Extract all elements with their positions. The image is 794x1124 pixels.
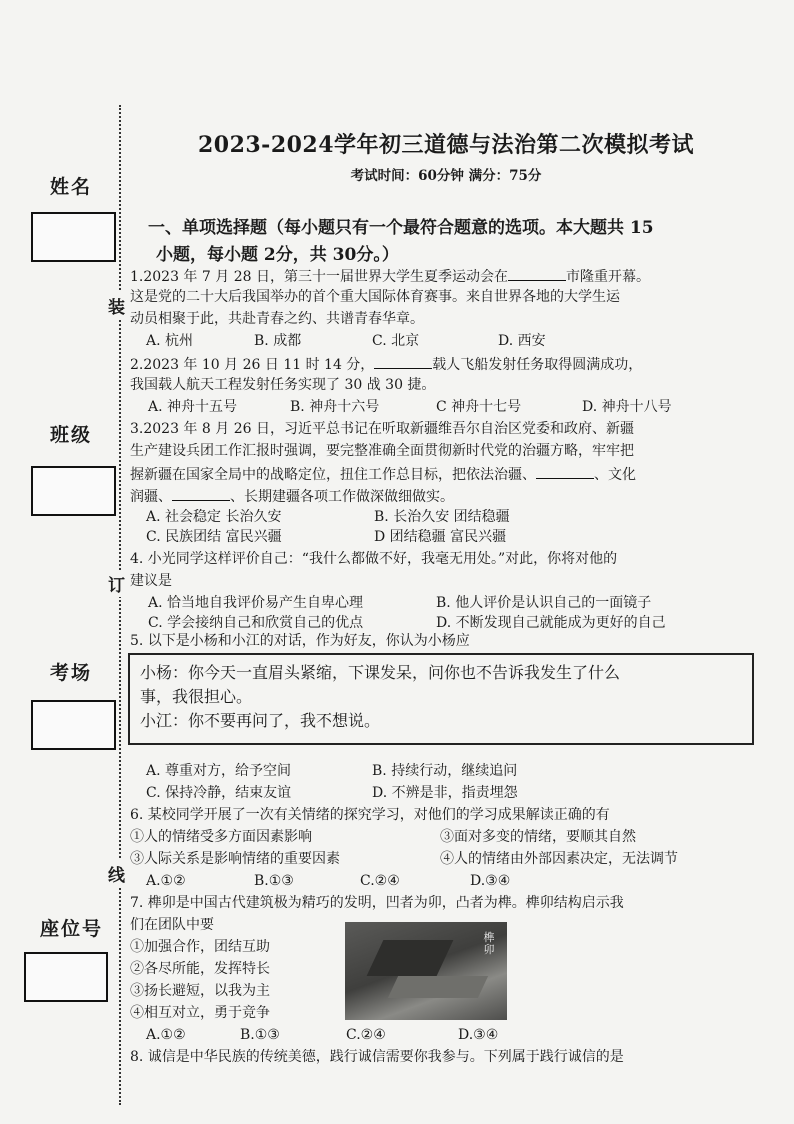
seat-number-box[interactable] <box>24 952 108 1002</box>
q2-line1 <box>130 354 642 375</box>
q6-line1: 6. 某校同学开展了一次有关情绪的探究学习，对他们的学习成果解读正确的有 <box>130 807 610 823</box>
q3-option-a: A. 社会稳定 长治久安 <box>146 509 282 525</box>
q7-item-1: ①加强合作，团结互助 <box>130 939 270 955</box>
exam-title: 2023-2024学年初三道德与法治第二次模拟考试 <box>197 132 695 158</box>
q1-option-b: B. 成都 <box>254 333 302 349</box>
binding-dotted-line <box>119 105 121 1105</box>
q6-item-3: ③人际关系是影响情绪的重要因素 <box>130 851 340 867</box>
q1-option-a: A. 杭州 <box>146 333 194 349</box>
q3-blank-1 <box>536 464 594 479</box>
photo-tenon-shape <box>367 940 454 976</box>
q7-item-3: ③扬长避短，以我为主 <box>130 983 270 999</box>
q2-option-b: B. 神舟十六号 <box>290 399 380 415</box>
q3-text-b: 、文化 <box>594 467 636 483</box>
section-heading <box>148 215 768 269</box>
seat-number-label: 座位号 <box>40 918 104 940</box>
q7-line1: 7. 榫卯是中国古代建筑极为精巧的发明，凹者为卯，凸者为榫。榫卯结构启示我 <box>130 895 624 911</box>
q3-option-d: D 团结稳疆 富民兴疆 <box>374 529 507 545</box>
exam-room-label: 考场 <box>50 662 93 684</box>
q1-line2: 这是党的二十大后我国举办的首个重大国际体育赛事。来自世界各地的大学生运 <box>130 289 620 305</box>
q3-option-b: B. 长治久安 团结稳疆 <box>374 509 510 525</box>
q3-option-c: C. 民族团结 富民兴疆 <box>146 529 282 545</box>
q4-line2: 建议是 <box>130 573 172 589</box>
q3-text-c: 润疆、 <box>130 489 172 505</box>
exam-subtitle: 考试时间：60分钟 满分：75分 <box>350 168 542 184</box>
q3-line1: 3.2023 年 8 月 26 日，习近平总书记在听取新疆维吾尔自治区党委和政府、新疆 <box>130 421 634 437</box>
exam-room-box[interactable] <box>31 700 116 750</box>
q5-option-a: A. 尊重对方，给予空间 <box>146 763 292 779</box>
q2-option-a: A. 神舟十五号 <box>148 399 238 415</box>
q1-option-d: D. 西安 <box>498 333 546 349</box>
q2-text-a: 2.2023 年 10 月 26 日 11 时 14 分， <box>130 357 375 373</box>
mortise-tenon-photo <box>345 922 507 1020</box>
q5-dialog-line1: 小杨：你今天一直眉头紧缩，下课发呆，问你也不告诉我发生了什么 <box>140 663 621 682</box>
q4-option-d: D. 不断发现自己就能成为更好的自己 <box>436 615 666 631</box>
q1-text-a: 1.2023 年 7 月 28 日，第三十一届世界大学生夏季运动会在 <box>130 269 508 285</box>
q6-item-1: ①人的情绪受多方面因素影响 <box>130 829 312 845</box>
class-label: 班级 <box>50 424 93 446</box>
q5-dialog-line2: 事，我很担心。 <box>140 687 253 706</box>
section-heading-line2: 小题，每小题 2分，共 30分。） <box>156 245 399 265</box>
q6-item-2: ③面对多变的情绪，要顺其自然 <box>440 829 636 845</box>
q5-option-b: B. 持续行动，继续追问 <box>372 763 518 779</box>
q6-item-4: ④人的情绪由外部因素决定，无法调节 <box>440 851 678 867</box>
q3-line4 <box>130 486 454 507</box>
q4-line1: 4. 小光同学这样评价自己：“我什么都做不好，我毫无用处。”对此，你将对他的 <box>130 551 618 567</box>
q3-text-a: 握新疆在国家全局中的战略定位，扭住工作总目标，把依法治疆、 <box>130 467 536 483</box>
q3-line3 <box>130 464 636 485</box>
q4-option-a: A. 恰当地自我评价易产生自卑心理 <box>148 595 364 611</box>
q3-line2: 生产建设兵团工作汇报时强调，要完整准确全面贯彻新时代党的治疆方略，牢牢把 <box>130 443 634 459</box>
q5-dialog-line3: 小江：你不要再问了，我不想说。 <box>140 711 381 730</box>
q7-option-c: C.②④ <box>346 1027 386 1043</box>
q1-option-c: C. 北京 <box>372 333 420 349</box>
q5-option-c: C. 保持冷静，结束友谊 <box>146 785 292 801</box>
q4-option-b: B. 他人评价是认识自己的一面镜子 <box>436 595 652 611</box>
q1-line1 <box>130 266 650 287</box>
q1-blank <box>508 266 566 281</box>
q7-item-2: ②各尽所能，发挥特长 <box>130 961 270 977</box>
q7-option-d: D.③④ <box>458 1027 499 1043</box>
photo-mortise-shape <box>388 976 488 998</box>
photo-caption: 榫卯 <box>483 931 495 956</box>
q7-line2: 们在团队中要 <box>130 917 214 933</box>
q6-option-d: D.③④ <box>470 873 511 889</box>
q7-item-4: ④相互对立，勇于竞争 <box>130 1005 270 1021</box>
binding-char-ding: 订 <box>108 570 125 597</box>
q7-option-a: A.①② <box>146 1027 186 1043</box>
class-box[interactable] <box>31 466 116 516</box>
q7-option-b: B.①③ <box>240 1027 280 1043</box>
binding-char-xian: 线 <box>108 860 125 887</box>
q2-blank <box>374 354 432 369</box>
q6-option-a: A.①② <box>146 873 186 889</box>
q5-option-d: D. 不辨是非，指责埋怨 <box>372 785 518 801</box>
q2-option-c: C 神舟十七号 <box>436 399 522 415</box>
q2-line2: 我国载人航天工程发射任务实现了 30 战 30 捷。 <box>130 377 436 393</box>
q3-blank-2 <box>172 486 230 501</box>
q4-option-c: C. 学会接纳自己和欣赏自己的优点 <box>148 615 364 631</box>
name-box[interactable] <box>31 212 116 262</box>
q1-line3: 动员相聚于此，共赴青春之约、共谱青春华章。 <box>130 311 424 327</box>
q2-option-d: D. 神舟十八号 <box>582 399 672 415</box>
q1-text-b: 市隆重开幕。 <box>565 269 650 285</box>
binding-char-zhuang: 装 <box>108 292 125 319</box>
q5-line1: 5. 以下是小杨和小江的对话，作为好友，你认为小杨应 <box>130 633 470 649</box>
q3-text-d: 、长期建疆各项工作做深做细做实。 <box>230 489 454 505</box>
q2-text-b: 载人飞船发射任务取得圆满成功， <box>432 357 643 373</box>
q8-line1: 8. 诚信是中华民族的传统美德，践行诚信需要你我参与。下列属于践行诚信的是 <box>130 1049 624 1065</box>
section-heading-line1: 一、单项选择题（每小题只有一个最符合题意的选项。本大题共 15 <box>148 218 654 238</box>
q6-option-b: B.①③ <box>254 873 294 889</box>
name-label: 姓名 <box>50 176 93 198</box>
q6-option-c: C.②④ <box>360 873 400 889</box>
